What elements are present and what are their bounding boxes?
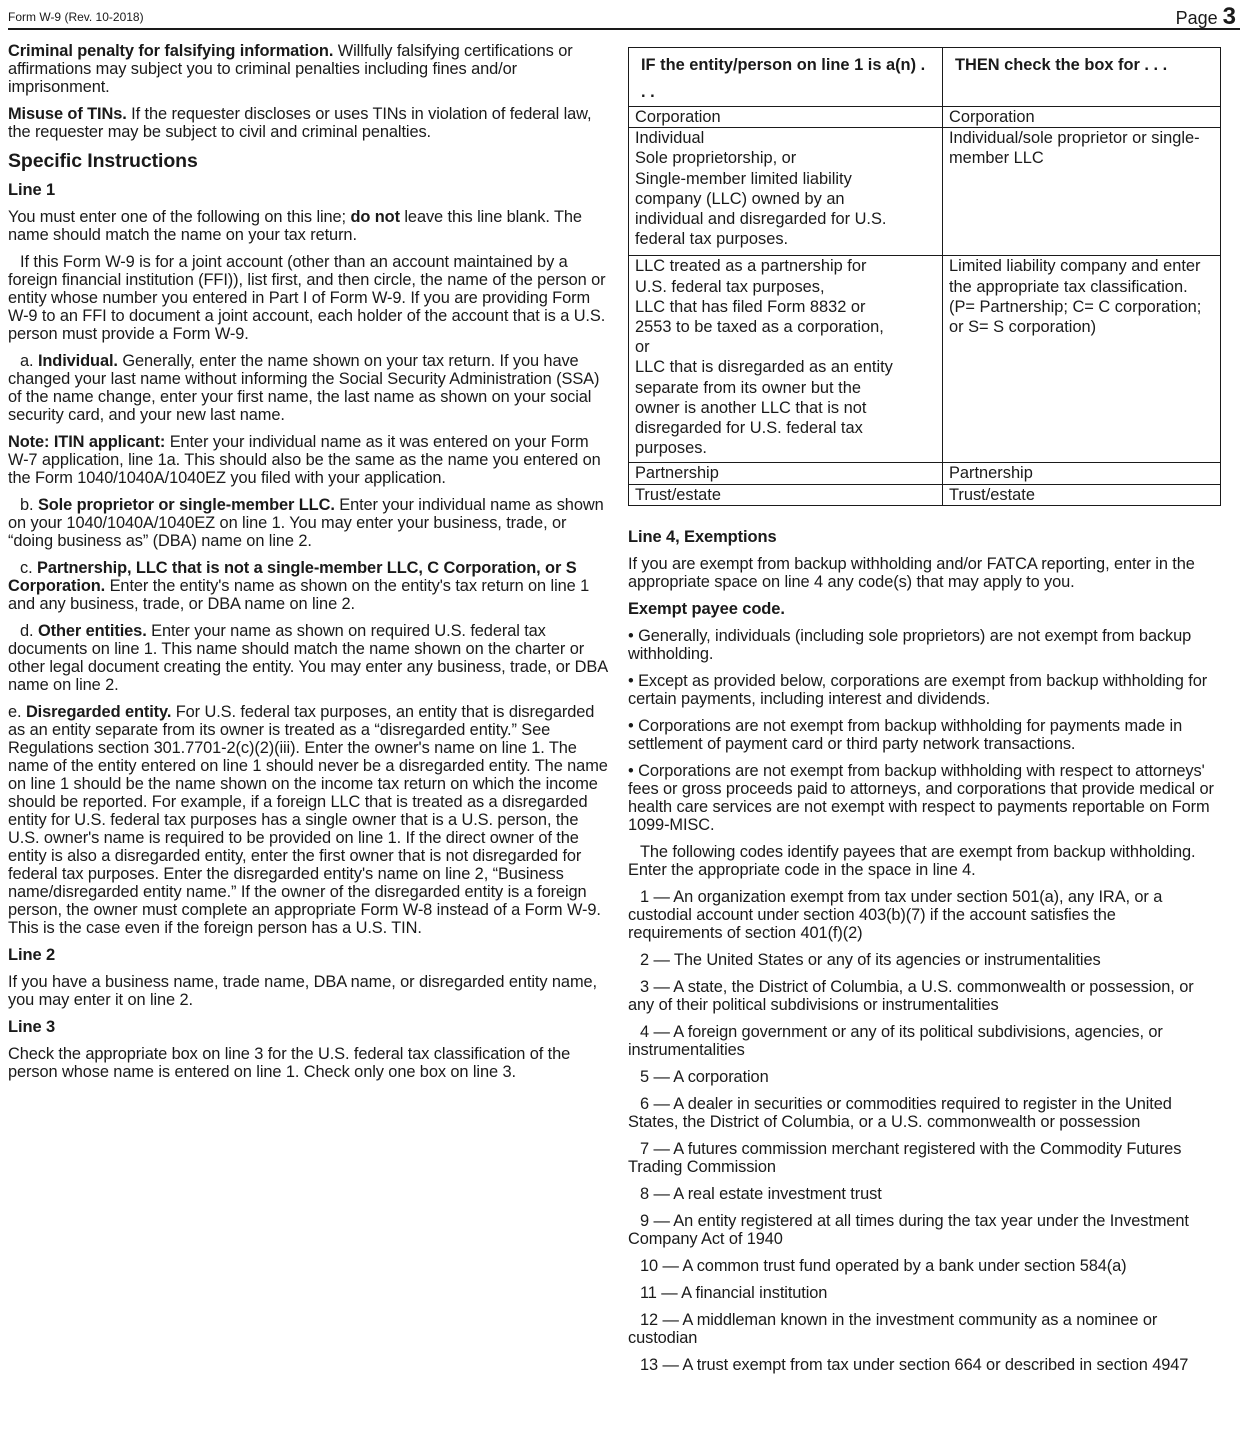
table-row: Partnership Partnership — [629, 463, 1221, 484]
list-item: 5 — A corporation — [640, 1068, 769, 1086]
page-number: 3 — [1222, 3, 1236, 30]
entity-classification-table — [628, 47, 1221, 506]
table-row: Individual Sole proprietorship, or Single-member limited liability company (LLC) owned by an individual and disregarded for U.S. federal tax purposes. Individual/sole proprietor or single- member LLC — [629, 128, 1221, 256]
list-item: 6 — A dealer in securities or commodities required to register in the United States, the District of Columbia, or a U.S. commonwealth or possession — [628, 1095, 1172, 1131]
header-if-cell: IF the entity/person on line 1 is a(n) . . . — [629, 48, 943, 107]
table-header-row — [629, 48, 1221, 107]
misuse-tins-paragraph: Misuse of TINs. If the requester discloses or uses TINs in violation of federal law, the requester may be subject to civil and criminal penalties. — [8, 105, 592, 141]
disregarded-entity-paragraph: e. Disregarded entity. For U.S. federal tax purposes, an entity that is disregarded as an entity separate from its owner is treated as a “disregarded entity.” See Regulations section 301.7701-2(c)(2)(iii). Enter the owner's name on line 1. The name of the entity entered on line 1 should never be a disregarded entity. The name on line 1 should be the name shown on the income tax return on which the income should be reported. For example, if a foreign LLC that is treated as a disregarded entity for U.S. federal tax purposes has a single owner that is a U.S. person, the U.S. owner's name is required to be provided on line 1. If the direct owner of the entity is also a disregarded entity, enter the first owner that is not disregarded for federal tax purposes. Enter the disregarded entity's name on line 2, “Business name/disregarded entity name.” If the owner of the disregarded entity is a foreign person, the owner must complete an appropriate Form W-8 instead of a Form W-9. This is the case even if the foreign person has a U.S. TIN. — [8, 703, 608, 937]
list-item: 11 — A financial institution — [640, 1284, 828, 1302]
list-item: 8 — A real estate investment trust — [640, 1185, 882, 1203]
page-indicator: Page 3 — [1175, 3, 1236, 30]
list-item: • Except as provided below, corporations are exempt from backup withholding for certain payments, including interest and dividends. — [628, 672, 1208, 708]
list-item: • Corporations are not exempt from backup withholding with respect to attorneys' fees or gross proceeds paid to attorneys, and corporations that provide medical or health care services are not exempt with respect to payments reportable on Form 1099-MISC. — [628, 762, 1214, 834]
list-item: • Generally, individuals (including sole proprietors) are not exempt from backup withholding. — [628, 627, 1192, 663]
page-header — [8, 0, 1240, 30]
exempt-payee-heading: Exempt payee code. — [628, 600, 785, 618]
line4-heading: Line 4, Exemptions — [628, 528, 777, 546]
list-item: 12 — A middleman known in the investment community as a nominee or custodian — [628, 1311, 1158, 1347]
table-row: Corporation Corporation — [629, 107, 1221, 128]
line1-heading: Line 1 — [8, 181, 56, 199]
line3-heading: Line 3 — [8, 1018, 56, 1036]
individual-paragraph: a. Individual. Generally, enter the name shown on your tax return. If you have changed your last name without informing the Social Security Administration (SSA) of the name change, enter your first name, the last name as shown on your social security card, and your new last name. — [8, 352, 600, 424]
line4-paragraph: If you are exempt from backup withholding and/or FATCA reporting, enter in the appropriate space on line 4 any code(s) that may apply to you. — [628, 555, 1195, 591]
right-column — [628, 528, 1214, 1383]
form-label: Form W-9 (Rev. 10-2018) — [8, 10, 144, 24]
line3-paragraph: Check the appropriate box on line 3 for the U.S. federal tax classification of the person whose name is entered on line 1. Check only one box on line 3. — [8, 1045, 571, 1081]
list-item: 3 — A state, the District of Columbia, a U.S. commonwealth or possession, or any of their political subdivisions or instrumentalities — [628, 978, 1194, 1014]
partnership-paragraph: c. Partnership, LLC that is not a single-member LLC, C Corporation, or S Corporation. Enter the entity's name as shown on the entity's tax return on line 1 and any business, trade, or DBA name on line 2. — [8, 559, 590, 613]
joint-account-paragraph: If this Form W-9 is for a joint account (other than an account maintained by a foreign financial institution (FFI)), list first, and then circle, the name of the person or entity whose number you entered in Part I of Form W-9. If you are providing Form W-9 to an FFI to document a joint account, each holder of the account that is a U.S. person must provide a Form W-9. — [8, 253, 606, 343]
header-then-cell: THEN check the box for . . . — [943, 48, 1221, 107]
codes-intro-paragraph: The following codes identify payees that are exempt from backup withholding. Enter the appropriate code in the space in line 4. — [628, 843, 1196, 879]
list-item: 1 — An organization exempt from tax under section 501(a), any IRA, or a custodial account under section 403(b)(7) if the account satisfies the requirements of section 401(f)(2) — [628, 888, 1163, 942]
line2-heading: Line 2 — [8, 946, 56, 964]
table-row: LLC treated as a partnership for U.S. federal tax purposes, LLC that has filed Form 8832 or 2553 to be taxed as a corporation, or LLC that is disregarded as an entity separate from its owner but the owner is another LLC that is not disregarded for U.S. federal tax purposes. Limited liability company and enter the appropriate tax classification. (P= Partnership; C= C corporation; or S= S corporation) — [629, 256, 1221, 463]
other-entities-paragraph: d. Other entities. Enter your name as shown on required U.S. federal tax documents on line 1. This name should match the name shown on the charter or other legal document creating the entity. You may enter any business, trade, or DBA name on line 2. — [8, 622, 608, 694]
left-column — [8, 42, 612, 1090]
line1-paragraph: You must enter one of the following on this line; do not leave this line blank. The name should match the name on your tax return. — [8, 208, 582, 244]
sole-proprietor-paragraph: b. Sole proprietor or single-member LLC. Enter your individual name as shown on your 1040/1040A/1040EZ on line 1. You may enter your business, trade, or “doing business as” (DBA) name on line 2. — [8, 496, 604, 550]
table-row: Trust/estate Trust/estate — [629, 484, 1221, 505]
list-item: 9 — An entity registered at all times during the tax year under the Investment Company Act of 1940 — [628, 1212, 1189, 1248]
list-item: 2 — The United States or any of its agencies or instrumentalities — [640, 951, 1101, 969]
list-item: 13 — A trust exempt from tax under section 664 or described in section 4947 — [640, 1356, 1189, 1374]
criminal-penalty-paragraph: Criminal penalty for falsifying information. Willfully falsifying certifications or affirmations may subject you to criminal penalties including fines and/or imprisonment. — [8, 42, 573, 96]
list-item: • Corporations are not exempt from backup withholding for payments made in settlement of payment card or third party network transactions. — [628, 717, 1183, 753]
list-item: 4 — A foreign government or any of its political subdivisions, agencies, or instrumentalities — [628, 1023, 1163, 1059]
list-item: 10 — A common trust fund operated by a bank under section 584(a) — [640, 1257, 1127, 1275]
itin-note-paragraph: Note: ITIN applicant: Enter your individual name as it was entered on your Form W-7 application, line 1a. This should also be the same as the name you entered on the Form 1040/1040A/1040EZ you filed with your application. — [8, 433, 601, 487]
list-item: 7 — A futures commission merchant registered with the Commodity Futures Trading Commission — [628, 1140, 1182, 1176]
specific-instructions-heading: Specific Instructions — [8, 150, 198, 172]
line2-paragraph: If you have a business name, trade name, DBA name, or disregarded entity name, you may enter it on line 2. — [8, 973, 597, 1009]
